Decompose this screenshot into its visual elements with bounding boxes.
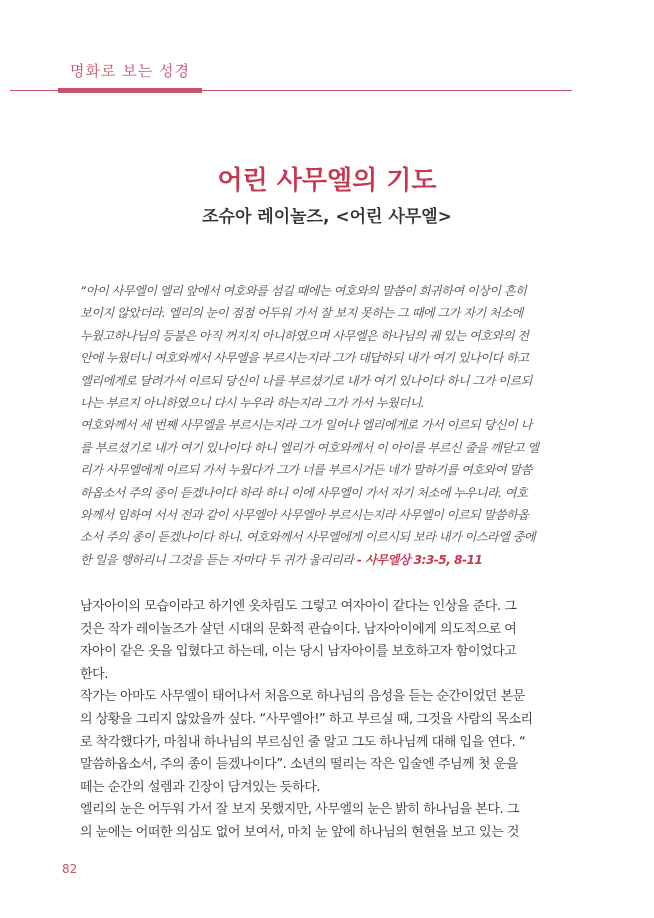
section-header-label: 명화로 보는 성경 bbox=[70, 62, 190, 80]
quote-line: 한 일을 행하리니 그것을 듣는 자마다 두 귀가 울리리라 bbox=[80, 552, 357, 567]
quote-line: 보이지 않았더라. 엘리의 눈이 점점 어두워 가서 잘 보지 못하는 그 때에 그가 자기 처소에 bbox=[80, 306, 523, 321]
page-number: 82 bbox=[62, 862, 78, 876]
body-line: 떼는 순간의 설렘과 긴장이 담겨있는 듯하다. bbox=[80, 779, 321, 795]
quote-line: 안에 누웠더니 여호와께서 사무엘을 부르시는지라 그가 대답하되 내가 여기 있나이다 하고 bbox=[80, 351, 529, 366]
page-subtitle: 조슈아 레이놀즈, <어린 사무엘> bbox=[202, 207, 452, 227]
quote-line: 하옵소서 주의 종이 듣겠나이다 하라 하니 이에 사무엘이 가서 자기 처소에 누우니라. 여호 bbox=[80, 485, 528, 500]
body-line: 작가는 아마도 사무엘이 태어나서 처음으로 하나님의 음성을 듣는 순간이었던 본문 bbox=[80, 689, 525, 705]
quote-line: 엘리에게로 달려가서 이르되 당신이 나를 부르셨기로 내가 여기 있나이다 하니 그가 이르되 bbox=[80, 373, 532, 388]
body-line: 의 상황을 그리지 않았을까 싶다. “사무엘아!” 하고 부르실 때, 그것을 사람의 목소리 bbox=[80, 711, 533, 727]
body-line: 남자아이의 모습이라고 하기엔 옷차림도 그렇고 여자아이 같다는 인상을 준다. 그 bbox=[80, 599, 517, 614]
quote-line: “아이 사무엘이 엘리 앞에서 여호와를 섬길 때에는 여호와의 말씀이 희귀하여 이상이 흔히 bbox=[80, 284, 527, 298]
quote-line: 누웠고하나님의 등불은 아직 꺼지지 아니하였으며 사무엘은 하나님의 궤 있는 여호와의 전 bbox=[80, 328, 529, 343]
quote-last-line bbox=[80, 549, 574, 571]
header-accent-bar bbox=[58, 88, 202, 93]
body-line: 엘리의 눈은 어두워 가서 잘 보지 못했지만, 사무엘의 눈은 밝히 하나님을 본다. 그 bbox=[80, 802, 520, 818]
quote-line: 를 부르셨기로 내가 여기 있나이다 하니 엘리가 여호와께서 이 아이를 부르신 줄을 깨닫고 엘 bbox=[80, 440, 539, 455]
article-body bbox=[80, 596, 580, 845]
body-line: 로 착각했다가, 마침내 하나님의 부르심인 줄 알고 그도 하나님께 대해 입을 연다. “ bbox=[80, 734, 526, 750]
body-line: 말씀하옵소서, 주의 종이 듣겠나이다”. 소년의 떨리는 작은 입술엔 주님께 첫 운을 bbox=[80, 757, 518, 773]
scripture-reference: - 사무엘상 3:3-5, 8-11 bbox=[356, 552, 483, 567]
body-line: 한다. bbox=[80, 666, 108, 682]
body-line: 것은 작가 레이놀즈가 살던 시대의 문화적 관습이다. 남자아이에게 의도적으로 여 bbox=[80, 621, 517, 637]
quote-line: 나는 부르지 아니하였으니 다시 누우라 하는지라 그가 가서 누웠더니. bbox=[80, 396, 425, 411]
quote-line: 리가 사무엘에게 이르되 가서 누웠다가 그가 너를 부르시거든 네가 말하기를 여호와여 말씀 bbox=[80, 463, 532, 478]
quote-line: 여호와께서 세 번째 사무엘을 부르시는지라 그가 일어나 엘리에게로 가서 이르되 당신이 나 bbox=[80, 418, 532, 433]
scripture-quote bbox=[80, 280, 574, 571]
body-line: 자아이 같은 옷을 입혔다고 하는데, 이는 당시 남자아이를 보호하고자 함이었다고 bbox=[80, 644, 517, 660]
page-title: 어린 사무엘의 기도 bbox=[217, 166, 437, 196]
body-line: 의 눈에는 어떠한 의심도 없어 보여서, 마치 눈 앞에 하나님의 현현을 보고 있는 것 bbox=[80, 824, 520, 840]
quote-line: 소서 주의 종이 듣겠나이다 하니. 여호와께서 사무엘에게 이르시되 보라 내가 이스라엘 중에 bbox=[80, 530, 536, 545]
quote-line: 와께서 임하여 서서 전과 같이 사무엘아 사무엘아 부르시는지라 사무엘이 이르되 말씀하옵 bbox=[80, 508, 529, 523]
